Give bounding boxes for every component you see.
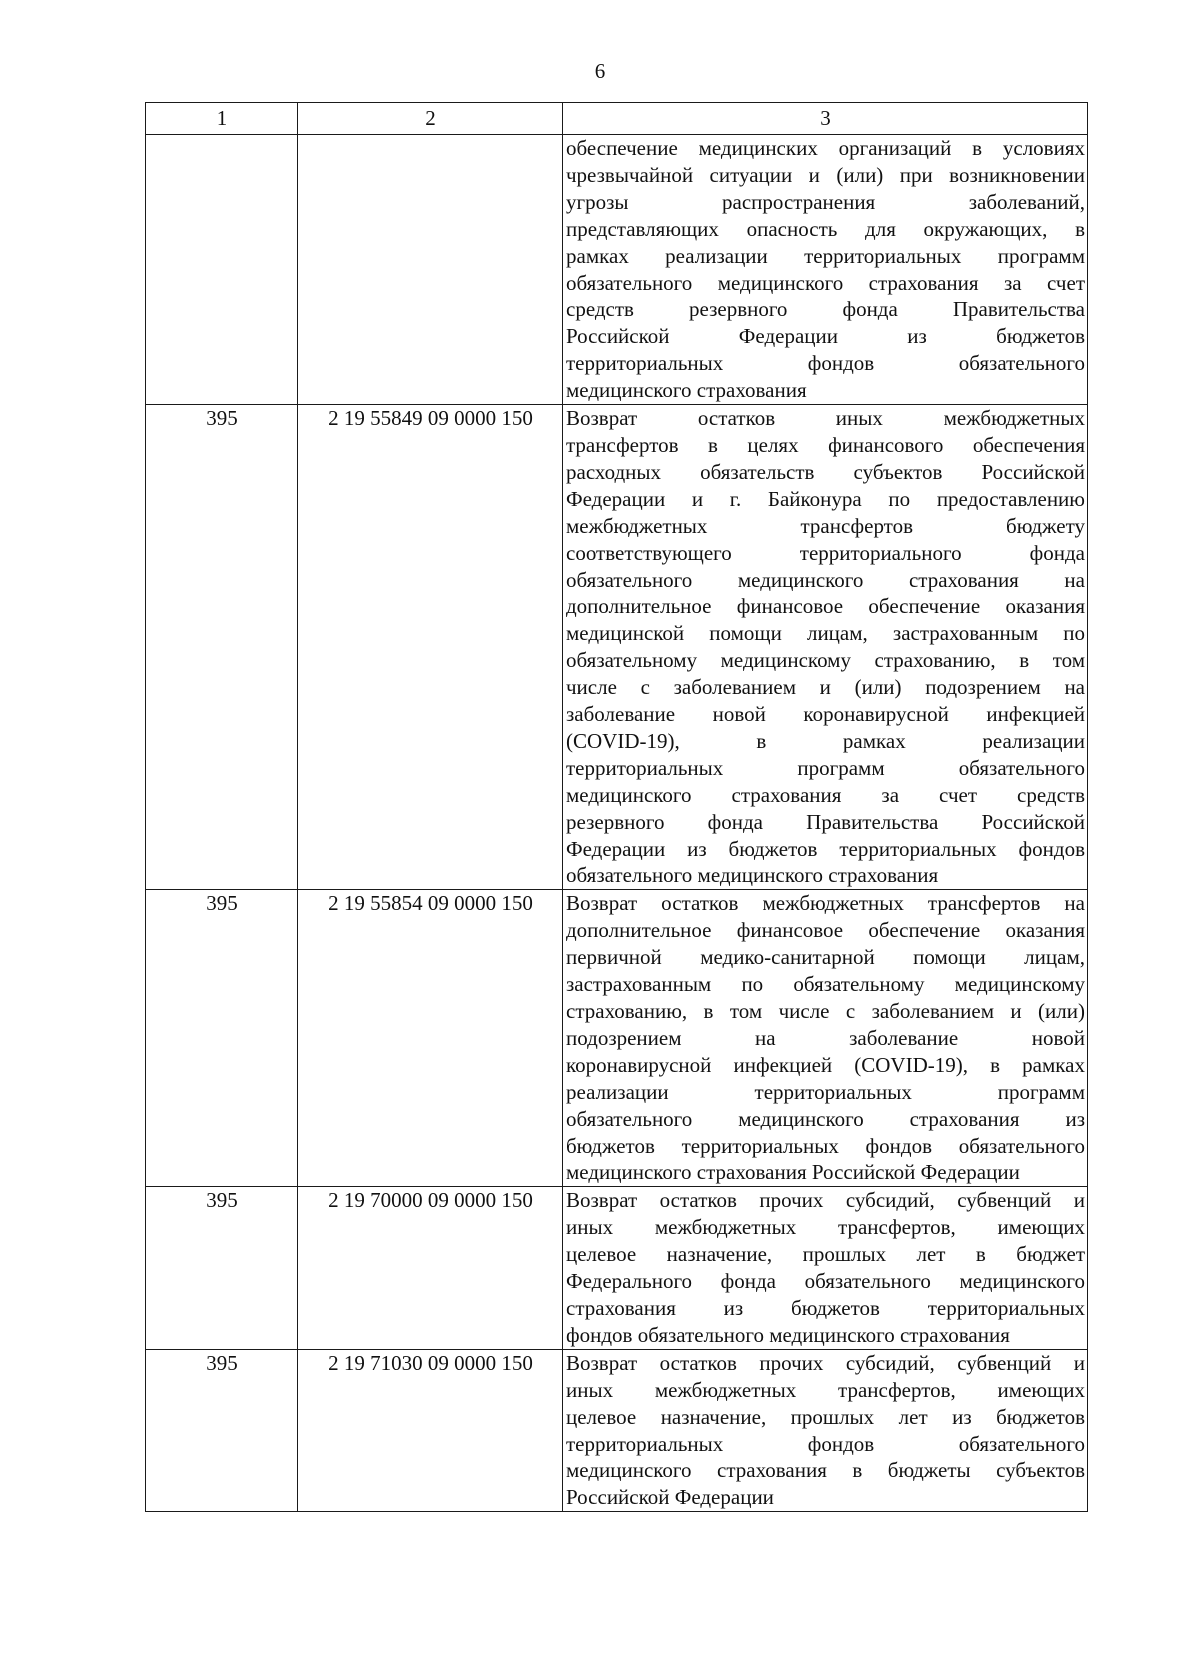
income-description-cell xyxy=(563,405,1088,890)
admin-code-cell: 395 xyxy=(146,1349,298,1511)
description-line: Возврат остатков иных межбюджетных xyxy=(566,406,1085,431)
description-line: реализации территориальных программ xyxy=(566,1079,1085,1104)
admin-code-cell: 395 xyxy=(146,890,298,1187)
description-line: иных межбюджетных трансфертов, имеющих xyxy=(566,1215,1085,1240)
table-body xyxy=(146,135,1088,1512)
description-line: дополнительное финансовое обеспечение оказания xyxy=(566,594,1085,619)
description-line: территориальных программ обязательного xyxy=(566,755,1085,780)
description-line: бюджетов территориальных фондов обязательного xyxy=(566,1133,1085,1158)
description-line: соответствующего территориального фонда xyxy=(566,540,1085,565)
income-description-cell xyxy=(563,890,1088,1187)
header-row xyxy=(146,103,1088,135)
table-row xyxy=(146,135,1088,405)
description-line: угрозы распространения заболеваний, xyxy=(566,189,1085,214)
description-line: страхования из бюджетов территориальных xyxy=(566,1295,1085,1320)
description-line: коронавирусной инфекцией (COVID-19), в рамках xyxy=(566,1052,1085,1077)
table-row xyxy=(146,405,1088,890)
description-line: расходных обязательств субъектов Российской xyxy=(566,459,1085,484)
admin-code-cell xyxy=(146,135,298,405)
table-header xyxy=(146,103,1088,135)
description-line: Возврат остатков прочих субсидий, субвенций и xyxy=(566,1188,1085,1213)
column-header-3: 3 xyxy=(563,103,1088,135)
budget-codes-table xyxy=(145,102,1088,1512)
description-line: обязательного медицинского страхования из xyxy=(566,1106,1085,1131)
description-line: обязательного медицинского страхования за счет xyxy=(566,270,1085,295)
budget-classification-code-cell: 2 19 55849 09 0000 150 xyxy=(298,405,563,890)
table-row xyxy=(146,1187,1088,1349)
description-line: медицинского страхования Российской Федерации xyxy=(566,1160,1020,1185)
description-line: Федерального фонда обязательного медицинского xyxy=(566,1269,1085,1294)
description-line: территориальных фондов обязательного xyxy=(566,1431,1085,1456)
column-header-2: 2 xyxy=(298,103,563,135)
description-line: подозрением на заболевание новой xyxy=(566,1025,1085,1050)
description-line: фондов обязательного медицинского страхования xyxy=(566,1322,1010,1347)
income-description-cell xyxy=(563,135,1088,405)
budget-classification-code-cell: 2 19 55854 09 0000 150 xyxy=(298,890,563,1187)
table-row xyxy=(146,1349,1088,1511)
admin-code-cell: 395 xyxy=(146,1187,298,1349)
description-line: страхованию, в том числе с заболеванием и (или) xyxy=(566,999,1085,1023)
description-line: средств резервного фонда Правительства xyxy=(566,297,1085,322)
description-line: иных межбюджетных трансфертов, имеющих xyxy=(566,1377,1085,1402)
description-line: Возврат остатков прочих субсидий, субвенций и xyxy=(566,1350,1085,1375)
description-line: дополнительное финансовое обеспечение оказания xyxy=(566,918,1085,943)
description-line: чрезвычайной ситуации и (или) при возникновении xyxy=(566,162,1085,187)
description-line: (COVID-19), в рамках реализации xyxy=(566,728,1085,753)
budget-classification-code-cell: 2 19 71030 09 0000 150 xyxy=(298,1349,563,1511)
description-line: заболевание новой коронавирусной инфекцией xyxy=(566,702,1085,727)
description-line: целевое назначение, прошлых лет из бюджетов xyxy=(566,1404,1085,1429)
description-line: Возврат остатков межбюджетных трансфертов на xyxy=(566,891,1085,916)
description-line: первичной медико-санитарной помощи лицам, xyxy=(566,945,1085,970)
description-line: медицинского страхования за счет средств xyxy=(566,782,1085,807)
description-line: представляющих опасность для окружающих, в xyxy=(566,216,1085,241)
description-line: Российской Федерации из бюджетов xyxy=(566,324,1085,349)
budget-classification-code-cell: 2 19 70000 09 0000 150 xyxy=(298,1187,563,1349)
table-row xyxy=(146,890,1088,1187)
description-line: медицинского страхования xyxy=(566,378,807,403)
description-line: застрахованным по обязательному медицинскому xyxy=(566,972,1085,997)
description-line: трансфертов в целях финансового обеспечения xyxy=(566,432,1085,457)
description-line: обязательному медицинскому страхованию, в том xyxy=(566,648,1085,673)
description-line: обязательного медицинского страхования на xyxy=(566,567,1085,592)
page-number: 6 xyxy=(594,59,606,83)
admin-code-cell: 395 xyxy=(146,405,298,890)
description-line: Федерации и г. Байконура по предоставлению xyxy=(566,486,1085,511)
budget-classification-code-cell xyxy=(298,135,563,405)
description-line: резервного фонда Правительства Российской xyxy=(566,809,1085,834)
description-line: межбюджетных трансфертов бюджету xyxy=(566,513,1085,538)
description-line: числе с заболеванием и (или) подозрением на xyxy=(566,675,1085,700)
description-line: территориальных фондов обязательного xyxy=(566,351,1085,376)
description-line: медицинского страхования в бюджеты субъектов xyxy=(566,1458,1085,1483)
description-line: целевое назначение, прошлых лет в бюджет xyxy=(566,1242,1085,1267)
description-line: обеспечение медицинских организаций в условиях xyxy=(566,136,1085,160)
description-line: медицинской помощи лицам, застрахованным по xyxy=(566,621,1085,646)
description-line: Российской Федерации xyxy=(566,1485,774,1510)
description-line: Федерации из бюджетов территориальных фондов xyxy=(566,836,1085,861)
column-header-1: 1 xyxy=(146,103,298,135)
income-description-cell xyxy=(563,1187,1088,1349)
description-line: обязательного медицинского страхования xyxy=(566,863,939,888)
description-line: рамках реализации территориальных программ xyxy=(566,243,1085,268)
income-description-cell xyxy=(563,1349,1088,1511)
